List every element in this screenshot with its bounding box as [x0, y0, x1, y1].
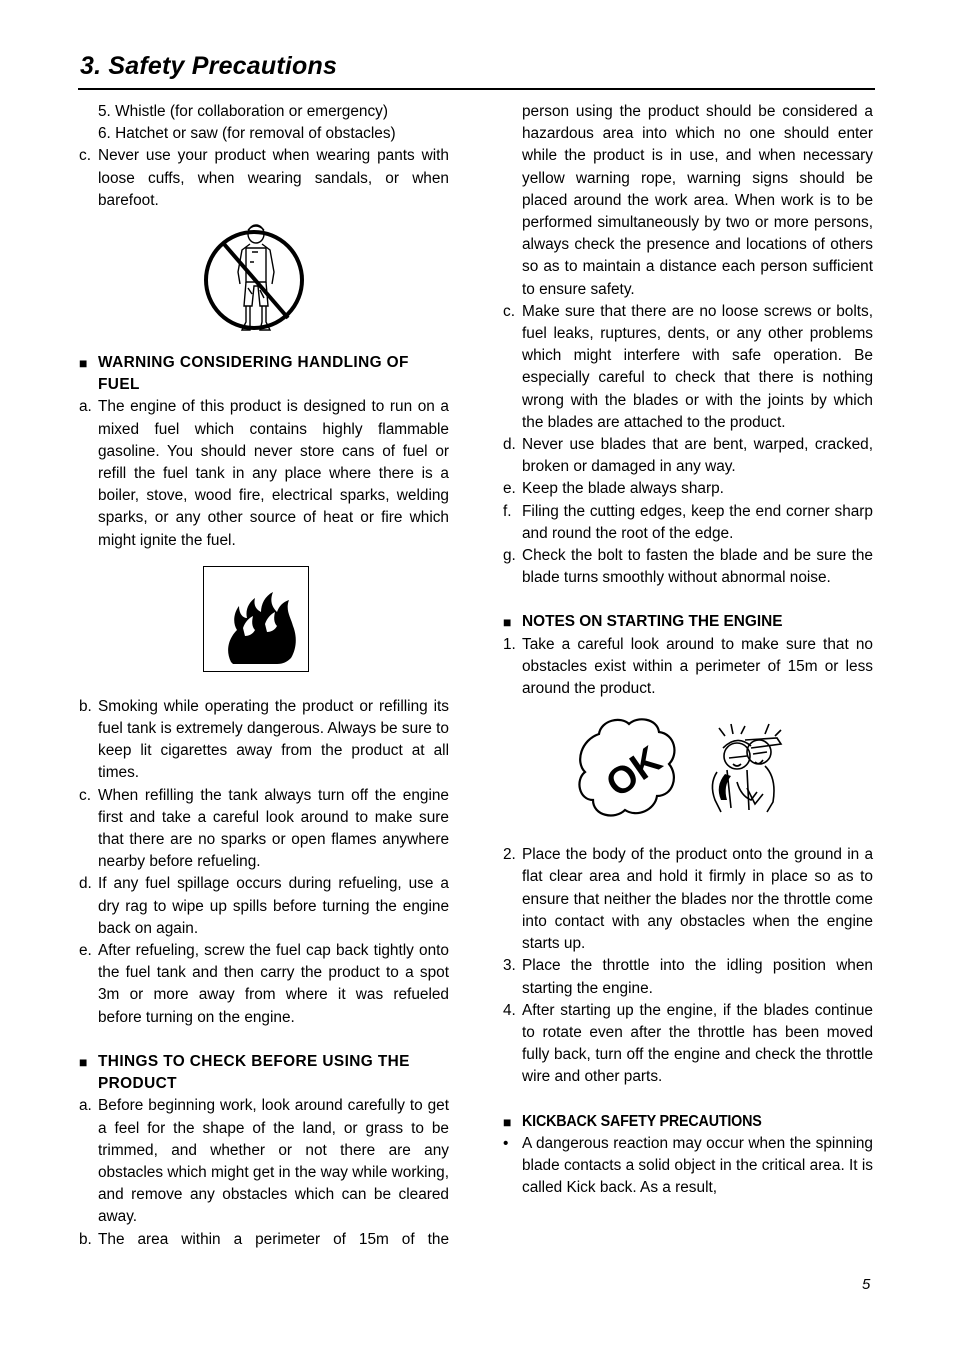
- item-text: Hatchet or saw (for removal of obstacles): [115, 125, 396, 143]
- item-marker: a.: [79, 1097, 92, 1115]
- list-item: [79, 101, 449, 123]
- item-text: Place the throttle into the idling position when starting the engine.: [522, 957, 873, 997]
- item-marker: c.: [79, 786, 91, 804]
- list-item: [79, 696, 449, 785]
- flame-icon: [203, 566, 309, 672]
- item-text: Whistle (for collaboration or emergency): [115, 103, 388, 120]
- item-text: If any fuel spillage occurs during refueling, use a dry rag to wipe up spills before turning the engine back on again.: [98, 875, 449, 937]
- list-item: [79, 785, 449, 874]
- list-item: [79, 396, 449, 551]
- list-item: [79, 123, 449, 145]
- list-item: [503, 545, 873, 589]
- item-marker: c.: [503, 302, 515, 320]
- list-item: [503, 434, 873, 478]
- item-marker: e.: [503, 480, 516, 498]
- item-marker: a.: [79, 398, 92, 416]
- item-marker: e.: [79, 942, 92, 960]
- ok-cloud-icon: [577, 714, 681, 822]
- list-item: [79, 940, 449, 1029]
- item-text: Keep the blade always sharp.: [522, 480, 724, 498]
- item-marker: 3.: [503, 957, 516, 975]
- item-text: Check the bolt to fasten the blade and be sure the blade turns smoothly without abnormal noise.: [522, 547, 873, 587]
- item-text: After starting up the engine, if the blades continue to rotate even after the throttle has been moved fully back, turn off the engine and check the throttle wire and other parts.: [522, 1001, 873, 1086]
- no-barefoot-figure: [79, 212, 449, 352]
- list-item: [503, 634, 873, 701]
- item-text: Before beginning work, look around carefully to get a feel for the shape of the land, or grass to be trimmed, and whether or not there are any obstacles which might get in the way while working, and remove any obstacles which can be cleared away.: [98, 1097, 449, 1226]
- item-text: Never use your product when wearing pants with loose cuffs, when wearing sandals, or when barefoot.: [98, 147, 449, 209]
- item-marker: d.: [503, 436, 516, 454]
- item-text: A dangerous reaction may occur when the spinning blade contacts a solid object in the critical area. It is called Kick back. As a result,: [522, 1134, 873, 1197]
- list-item: [79, 1095, 449, 1228]
- item-marker: d.: [79, 875, 92, 893]
- heading-marker-icon: ■: [503, 614, 512, 631]
- list-item: [79, 873, 449, 940]
- item-marker: 6.: [98, 125, 111, 143]
- item-marker: 5.: [98, 103, 111, 120]
- ok-label: OK: [598, 739, 670, 807]
- item-marker: f.: [503, 502, 512, 520]
- page-title: 3. Safety Precautions: [80, 52, 338, 80]
- left-column: [79, 101, 449, 1251]
- item-text: Smoking while operating the product or refilling its fuel tank is extremely dangerous. Always be sure to keep lit cigarettes away from the product at all times.: [98, 697, 449, 782]
- list-item: [503, 101, 873, 301]
- list-item: [503, 478, 873, 500]
- item-text: Make sure that there are no loose screws or bolts, fuel leaks, ruptures, dents, or any other problems which might interfere with safe operation. Be especially careful to check that there is nothing wrong with the blades or with the joints by which the blades are attached to the product.: [522, 302, 873, 431]
- section-heading-start: ■ NOTES ON STARTING THE ENGINE: [503, 611, 873, 633]
- section-heading-fuel: ■ WARNING CONSIDERING HANDLING OF FUEL: [79, 352, 449, 396]
- item-marker: c.: [79, 147, 91, 165]
- item-marker: b.: [79, 1230, 92, 1248]
- list-item: [503, 501, 873, 545]
- flame-figure: [79, 552, 449, 696]
- item-marker: b.: [79, 697, 92, 715]
- item-text: person using the product should be considered a hazardous area into which no one should enter while the product is in use, and when necessary yellow warning rope, warning signs should be placed around the work area. When work is to be performed simultaneously by two or more persons, always check the presence and locations of others so as to maintain a distance each person sufficient to ensure safety.: [522, 103, 873, 298]
- item-text: The engine of this product is designed to run on a mixed fuel which contains highly flammable gasoline. You should never store cans of fuel or refill the fuel tank in any place where there is a boiler, stove, wood fire, electrical sparks, welding sparks, or any other source of heat or fire which might ignite the fuel.: [98, 398, 449, 549]
- item-text: Take a careful look around to make sure that no obstacles exist within a perimeter of 15m or less around the product.: [522, 635, 873, 698]
- list-item: [79, 1229, 449, 1251]
- people-icon: [707, 722, 791, 814]
- list-item: [503, 955, 873, 999]
- title-rule: [78, 88, 875, 90]
- item-marker: 4.: [503, 1001, 516, 1019]
- list-item: [503, 844, 873, 955]
- heading-marker-icon: ■: [79, 355, 88, 372]
- list-item: [503, 1000, 873, 1089]
- item-marker: 1.: [503, 635, 516, 653]
- ok-figure: [503, 700, 873, 844]
- item-text: Place the body of the product onto the ground in a flat clear area and hold it firmly in place so as to ensure that neither the blades nor the throttle come into contact with any obstacles when the engine starts up.: [522, 846, 873, 953]
- list-item: [79, 145, 449, 212]
- right-column: [503, 101, 873, 1199]
- item-text: The area within a perimeter of 15m of the: [98, 1230, 449, 1248]
- list-item: [503, 1133, 873, 1200]
- heading-marker-icon: ■: [79, 1053, 88, 1070]
- list-item: [503, 301, 873, 434]
- heading-marker-icon: ■: [503, 1113, 512, 1130]
- item-marker: g.: [503, 547, 516, 565]
- section-heading-kickback: ■ KICKBACK SAFETY PRECAUTIONS: [503, 1111, 873, 1133]
- bullet-marker: •: [503, 1134, 509, 1152]
- section-heading-check: ■ THINGS TO CHECK BEFORE USING THE PRODUCT: [79, 1051, 449, 1095]
- prohibition-person-icon: [202, 222, 308, 338]
- item-text: Filing the cutting edges, keep the end corner sharp and round the root of the edge.: [522, 502, 873, 542]
- item-text: When refilling the tank always turn off the engine first and take a careful look around to make sure that there are no sparks or open flames anywhere nearby before refueling.: [98, 786, 449, 871]
- item-text: Never use blades that are bent, warped, cracked, broken or damaged in any way.: [522, 436, 873, 476]
- page-number: 5: [862, 1276, 871, 1293]
- item-text: After refueling, screw the fuel cap back tightly onto the fuel tank and then carry the product to a spot 3m or more away from where it was refueled before turning on the engine.: [98, 942, 449, 1026]
- item-marker: 2.: [503, 846, 516, 864]
